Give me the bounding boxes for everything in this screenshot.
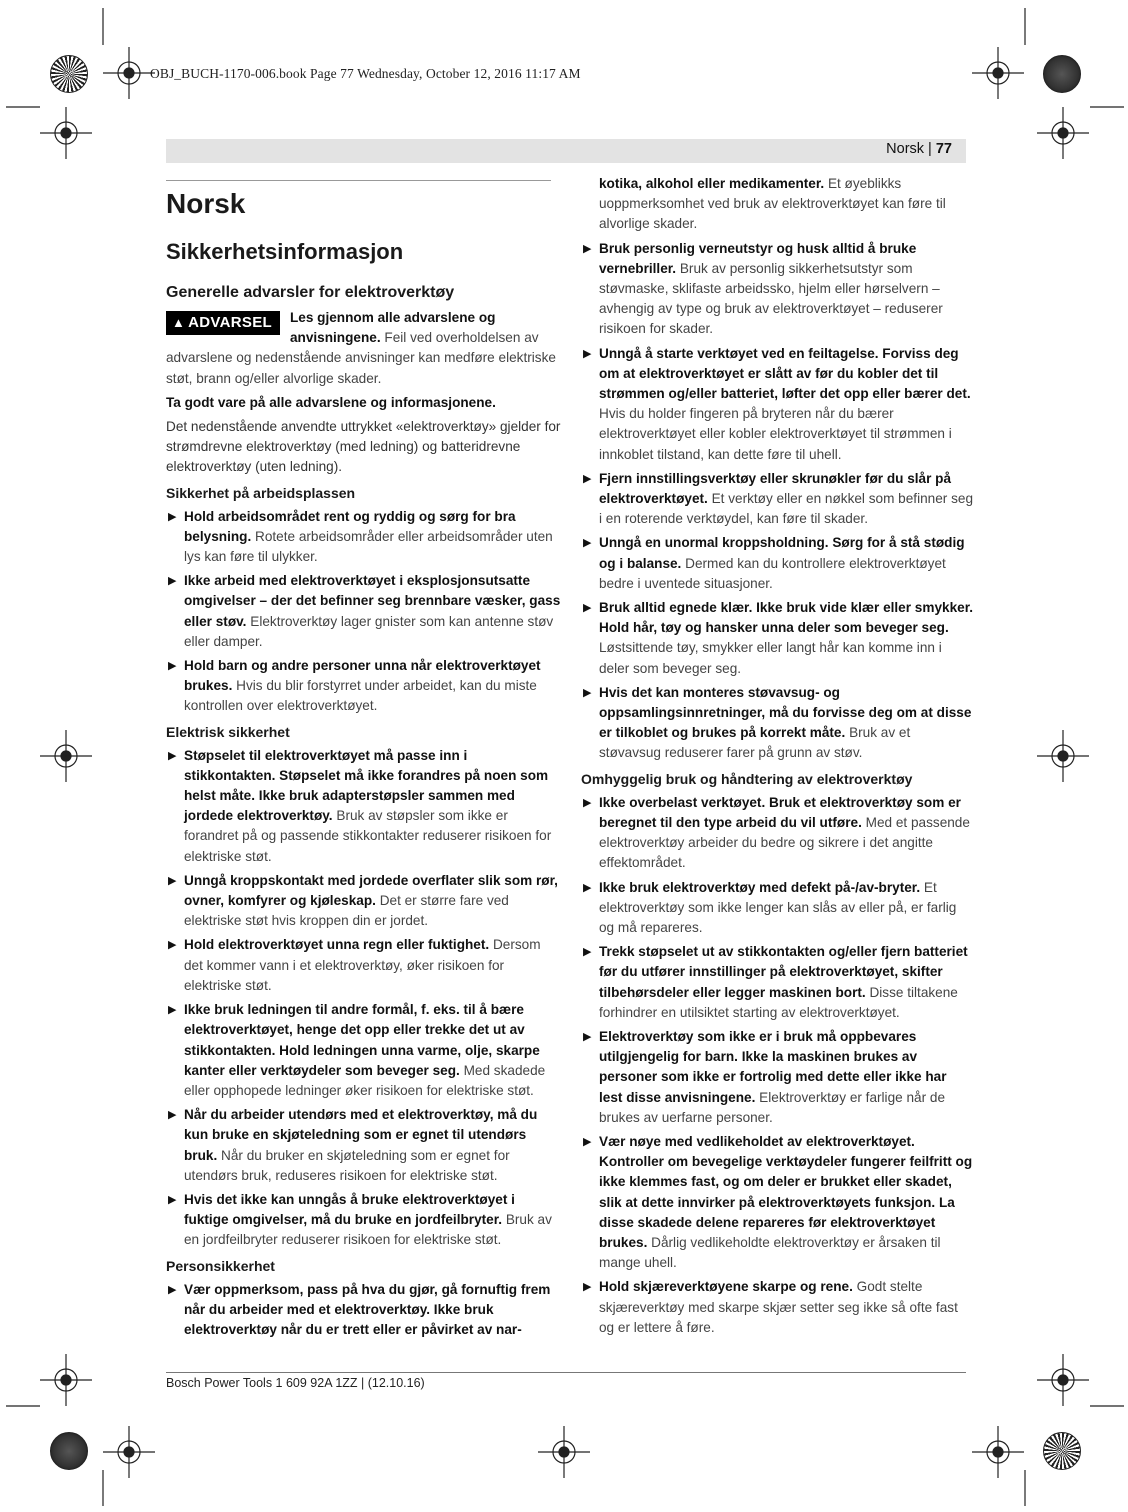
list-item: ▶ Bruk personlig verneutstyr og husk alltid å bruke vernebriller. Bruk av personlig sikkerhetsutstyr som støvmaske, sklifaste arbeidssko, hjelm eller hørselvern – avhengig av type og bruk av elektroverktøyet – reduserer risikoen for skader. bbox=[583, 240, 943, 337]
personal-safety-list-start bbox=[166, 1280, 562, 1341]
general-warnings-heading: Generelle advarsler for elektroverktøy bbox=[166, 284, 455, 301]
warning-paragraph bbox=[166, 308, 562, 389]
list-item: ▶ Når du arbeider utendørs med et elektroverktøy, må du kun bruke en skjøteledning som er egnet til utendørs bruk. Når du bruker en skjøteledning som er egnet for utendørs bruk, reduseres risikoen for elektriske støt. bbox=[168, 1107, 538, 1183]
bullet-arrow-icon: ▶ bbox=[168, 939, 177, 952]
crosshair-icon bbox=[40, 1354, 92, 1406]
bullet-arrow-icon: ▶ bbox=[168, 1283, 177, 1296]
careful-use-heading: Omhyggelig bruk og håndtering av elektroverktøy bbox=[581, 770, 913, 787]
warning-lead: Les gjennom alle advarslene og anvisningene. bbox=[289, 310, 496, 346]
personal-safety-list bbox=[581, 239, 973, 764]
crosshair-icon bbox=[1037, 107, 1089, 159]
bullet-arrow-icon: ▶ bbox=[168, 660, 177, 673]
electrical-safety-list bbox=[166, 746, 562, 1251]
careful-use-list bbox=[581, 793, 973, 1338]
personal-safety-heading: Personsikkerhet bbox=[166, 1257, 275, 1274]
right-column bbox=[581, 174, 973, 1338]
bullet-arrow-icon: ▶ bbox=[583, 242, 592, 255]
list-item: ▶ Hold arbeidsområdet rent og ryddig og sørg for bra belysning. Rotete arbeidsområder eller arbeidsområder uten lys kan føre til ulykker. bbox=[168, 508, 553, 565]
bullet-arrow-icon: ▶ bbox=[168, 1004, 177, 1017]
bullet-arrow-icon: ▶ bbox=[583, 472, 592, 485]
bullet-arrow-icon: ▶ bbox=[168, 1193, 177, 1206]
running-header: Norsk | 77 bbox=[166, 139, 966, 163]
bullet-arrow-icon: ▶ bbox=[168, 874, 177, 887]
crosshair-icon bbox=[538, 1426, 590, 1478]
bullet-arrow-icon: ▶ bbox=[583, 686, 592, 699]
work-area-heading: Sikkerhet på arbeidsplassen bbox=[166, 484, 356, 501]
left-column bbox=[166, 184, 562, 1340]
bullet-arrow-icon: ▶ bbox=[583, 796, 592, 809]
crosshair-icon bbox=[1037, 1354, 1089, 1406]
bullet-arrow-icon: ▶ bbox=[168, 510, 177, 523]
work-area-list bbox=[166, 507, 562, 717]
print-info-line: OBJ_BUCH-1170-006.book Page 77 Wednesday, October 12, 2016 11:17 AM bbox=[150, 66, 581, 81]
crosshair-icon bbox=[103, 47, 155, 99]
bullet-arrow-icon: ▶ bbox=[168, 1109, 177, 1122]
crosshair-icon bbox=[972, 47, 1024, 99]
list-item: ▶ Bruk alltid egnede klær. Ikke bruk vide klær eller smykker. Hold hår, tøy og hansker unna deler som beveger seg. Løstsittende tøy, smykker eller langt hår kan komme inn i deler som beveger seg. bbox=[583, 600, 974, 676]
page-title: Norsk bbox=[166, 188, 246, 219]
list-item: ▶ Fjern innstillingsverktøy eller skrunøkler før du slår på elektroverktøyet. Et verktøy eller en nøkkel som befinner seg i en roterende verktøydel, kan føre til skader. bbox=[583, 470, 974, 527]
page-number: 77 bbox=[935, 141, 952, 157]
list-item: ▶ Hold barn og andre personer unna når elektroverktøyet brukes. Hvis du blir forstyrret under arbeidet, kan du miste kontrollen over elektroverktøyet. bbox=[168, 658, 541, 714]
list-item: ▶ Ikke overbelast verktøyet. Bruk et elektroverktøy som er beregnet til den type arbeid du vil utføre. Med et passende elektroverktøy arbeider du bedre og sikrere i det angitte effektområdet. bbox=[583, 794, 970, 871]
list-item: ▶ Unngå en unormal kroppsholdning. Sørg for å stå stødig og i balanse. Dermed kan du kontrollere elektroverktøyet bedre i uventede situasjoner. bbox=[583, 535, 965, 591]
bullet-arrow-icon: ▶ bbox=[583, 347, 592, 360]
list-item: ▶ Hold skjæreverktøyene skarpe og rene. Godt stelte skjæreverktøy med skarpe skjær setter seg ikke så ofte fast og er lettere å føre. bbox=[583, 1279, 958, 1335]
bullet-arrow-icon: ▶ bbox=[583, 946, 592, 959]
header-label: Norsk bbox=[886, 141, 925, 157]
title-rule bbox=[166, 180, 551, 181]
list-item: ▶ Ikke bruk elektroverktøy med defekt på-/av-bryter. Et elektroverktøy som ikke lenger kan slås av eller på, er farlig og må repareres. bbox=[583, 879, 957, 935]
warning-text: Feil ved overholdelsen av advarslene og nedenstående anvisninger kan medføre elektriske støt, brann og/eller alvorlige skader. bbox=[166, 330, 556, 386]
list-item: ▶ Vær nøye med vedlikeholdet av elektroverktøyet. Kontroller om bevegelige verktøydeler fungerer feilfritt og ikke klemmes fast, og om deler er brukket eller skadet, slik at dette innvirker på elektroverktøyets funksjon. La disse skadede delene repareres før elektroverktøyet brukes. Dårlig vedlikeholdte elektroverktøy er årsaken til mange uhell. bbox=[583, 1133, 973, 1271]
list-item: ▶ Elektroverktøy som ikke er i bruk må oppbevares utilgjengelig for barn. Ikke la maskinen brukes av personer som ikke er fortrolig med dette eller ikke har lest disse anvisningene. Elektroverktøy er farlige når de brukes av uerfarne personer. bbox=[583, 1028, 947, 1125]
list-item: ▶ Hold elektroverktøyet unna regn eller fuktighet. Dersom det kommer vann i et elektroverktøy, øker risikoen for elektriske støt. bbox=[168, 937, 541, 993]
keep-notice: Ta godt vare på alle advarslene og informasjonene. bbox=[166, 394, 496, 410]
continued-item: kotika, alkohol eller medikamenter. Et øyeblikks uoppmerksomhet ved bruk av elektroverktøyet kan føre til alvorlige skader. bbox=[599, 176, 946, 232]
warning-triangle-icon: ▲ bbox=[172, 315, 186, 330]
electrical-safety-heading: Elektrisk sikkerhet bbox=[166, 723, 290, 740]
section-title: Sikkerhetsinformasjon bbox=[166, 239, 404, 264]
list-item: ▶ Hvis det ikke kan unngås å bruke elektroverktøyet i fuktige omgivelser, må du bruke en jordfeilbryter. Bruk av en jordfeilbryter reduserer risikoen for elektriske støt. bbox=[168, 1191, 552, 1248]
crosshair-icon bbox=[103, 1426, 155, 1478]
crosshair-icon bbox=[1037, 730, 1089, 782]
list-item: ▶ Unngå å starte verktøyet ved en feiltagelse. Forviss deg om at elektroverktøyet er slått av før du kobler det til strømmen og/eller batteriet, løfter det opp eller bærer det. Hvis du holder fingeren på bryteren når du bærer elektroverktøyet eller kobler elektroverktøyet til strømmen i innkoblet tilstand, kan dette føre til uhell. bbox=[583, 345, 971, 462]
bullet-arrow-icon: ▶ bbox=[168, 749, 177, 762]
crosshair-icon bbox=[40, 107, 92, 159]
list-item: ▶ Vær oppmerksom, pass på hva du gjør, gå fornuftig frem når du arbeider med et elektroverktøy. Ikke bruk elektroverktøy når du er trett eller er påvirket av nar- bbox=[168, 1281, 551, 1337]
bullet-arrow-icon: ▶ bbox=[583, 1030, 592, 1043]
bullet-arrow-icon: ▶ bbox=[583, 1281, 592, 1294]
bullet-arrow-icon: ▶ bbox=[583, 537, 592, 550]
list-item: ▶ Støpselet til elektroverktøyet må passe inn i stikkontakten. Støpselet må ikke forandres på noen som helst måte. Ikke bruk adapterstøpsler sammen med jordede elektroverktøy. Bruk av støpsler som ikke er forandret på og passende stikkontakter reduserer risikoen for elektriske støt. bbox=[168, 747, 552, 864]
crosshair-icon bbox=[972, 1426, 1024, 1478]
list-item: ▶ Unngå kroppskontakt med jordede overflater slik som rør, ovner, komfyrer og kjøleskap. Det er større fare ved elektriske støt hvis kroppen din er jordet. bbox=[168, 872, 558, 929]
bullet-arrow-icon: ▶ bbox=[583, 881, 592, 894]
list-item: ▶ Ikke bruk ledningen til andre formål, f. eks. til å bære elektroverktøyet, henge det opp eller trekke det ut av stikkontakten. Hold ledningen unna varme, olje, skarpe kanter eller verktøydeler som beveger seg. Med skadede eller opphopede ledninger øker risikoen for elektriske støt. bbox=[168, 1002, 546, 1098]
list-item: ▶ Trekk støpselet ut av stikkontakten og/eller fjern batteriet før du utfører innstillinger på elektroverktøyet, skifter tilbehørsdeler eller legger maskinen bort. Disse tiltakene forhindrer en utilsiktet starting av elektroverktøyet. bbox=[583, 944, 968, 1020]
crosshair-icon bbox=[40, 730, 92, 782]
bullet-arrow-icon: ▶ bbox=[583, 1135, 592, 1148]
list-item: ▶ Ikke arbeid med elektroverktøyet i eksplosjonsutsatte omgivelser – der det befinner seg brennbare væsker, gass eller støv. Elektroverktøy lager gnister som kan antenne støv eller damper. bbox=[168, 573, 561, 649]
bullet-arrow-icon: ▶ bbox=[583, 602, 592, 615]
list-item: ▶ Hvis det kan monteres støvavsug- og oppsamlingsinnretninger, må du forvisse deg om at disse er tilkoblet og brukes på korrekt måte. Bruk av et støvavsug reduserer farer på grunn av støv. bbox=[583, 684, 972, 761]
definition-text: Det nedenstående anvendte uttrykket «elektroverktøy» gjelder for strømdrevne elektroverktøy (med ledning) og batteridrevne elektroverktøy (uten ledning). bbox=[166, 419, 561, 475]
warning-badge: ▲ ADVARSEL bbox=[166, 311, 280, 335]
footer-rule bbox=[166, 1372, 966, 1373]
footer-text: Bosch Power Tools 1 609 92A 1ZZ | (12.10.16) bbox=[166, 1376, 425, 1390]
bullet-arrow-icon: ▶ bbox=[168, 575, 177, 588]
